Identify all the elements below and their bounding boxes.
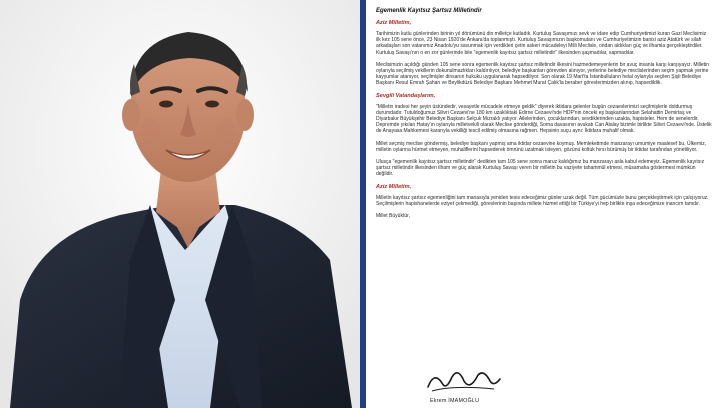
letter-title: Egemenlik Kayıtsız Şartsız Milletindir xyxy=(376,8,482,14)
paragraph-6: Milletin kayıtsız şartsız egemenliğini tam manasıyla yeniden tesis edeceğimiz günler uzak değil. Tüm gücümüzle bunu gerçekleştirmek için çalışıyoruz. Seçilmişlerin hapishanelerde eziyet çekmediği, görevlerinin başında millete hizmet ettiği bir Türkiye'yi hep birlikte inşa edeceğimize inancım tamdır. xyxy=(376,194,709,207)
portrait-photo xyxy=(0,0,362,408)
letter-body xyxy=(376,8,712,223)
letter-panel xyxy=(362,0,726,408)
accent-bar xyxy=(360,0,366,408)
portrait-illustration xyxy=(0,0,362,408)
paragraph-1: Tarihimizin kutlu günlerinden birinin yıl dönümünü din milletçe kutladık. Kurtuluş Savaşımızı sevk ve idare edip Cumhuriyetimizi kuran Gazi Meclisimiz ilk kez 105 sene önce, 23 Nisan 1920'de Ankara'da toplanmıştı. Kurtuluş Savaşımızın başkomutanı ve Cumhuriyetimizin banisi aziz Atatürk ve silah arkadaşları son vatanımız Anadolu'yu savunmak için verdikleri çetin askeri mücadeleyi Milli Meclisle, ondan aldıkları güç ve ilhamla gerçekleştirdiler. Kurtuluş Savaşı'nın o en zor günlerinde bile "egemenlik kayıtsız şartsız milletindir" ilkesinden şaşmadılar, sapmadılar. xyxy=(376,31,707,56)
signature-icon xyxy=(424,365,504,395)
signer-name: Ekrem İMAMOĞLU xyxy=(430,398,480,404)
greeting-3: Aziz Milletim, xyxy=(376,183,412,190)
greeting-1: Aziz Milletim, xyxy=(376,20,412,26)
paragraph-2: Meclisimizin açıldığı günden 105 sene sonra egemenlik kayıtsız şartsız milletindir ilkesini hazmedemeyenlerin bir avuç insanla karşı karşıyayız. Milletin oylarıyla seçilmiş vekillerin dokunulmazlıkları kaldırılıyor, belediye başkanları görevden alınıyor, yerlerine belediye meclislerinden seçim yapmak yerine kayyumlar atanıyor, seçilmişler dinsanın hukuku uygulanarak hapsediliyor. Son olarak 19 Mart'ta İstanbulluların helal oylarıyla seçilen Şişli Belediye Başkanı Resul Emrah Şahan ve Beylikdüzü Belediye Başkanı Mehmet Murat Çalık'la beraber görevlerimizden alınıp, hapsedildik. xyxy=(376,61,709,87)
greeting-2: Sevgili Vatandaşlarım, xyxy=(376,92,436,99)
paragraph-4: Millet seçmiş meclise göndermiş, belediye başkanı yapmış ama iktidar cezaevine koymuş. Memleketimde manzarayı umumiye maalesef bu. Ülkemiz, milletin oylarına hürmet etmeyen, muhaliflerini hapsederek ömrünü uzatmak isteyen, gözünü koltuk hırsı bürümüş bir iktidar tarafından yönetiliyor. xyxy=(376,140,707,153)
closing-line: Millet Büyüktür, xyxy=(376,213,410,220)
paragraph-3: "Milletin iradesi her şeyin üstündedir, vesayetle mücadele etmeye geldik" diyerek iktidara gelenler bugün cezaevlerimizi seçilmişlerle doldurmuş durumdadır. Tutuldoğumuz Silivri Cezaevi'ne 180 km uzaklıktaki Edirne Cezaevi'nde HDP'nin önceki eş başkanlarından Selahattin Demirtaş ve Diyarbakır Büyükşehir Belediye Başkanı Selçuk Mızraklı yatıyor. Ailelerinden, çocuklarından, sevdiklerinden uzakta, hapisteler. Hem de senelerdir. Depremde yıkılan Hatay'ın oylarıyla milletvekili olarak Meclise gönderdiği, Soma davasının avukatı Can Atalay bizimle birlikte Silivri Cezaevi'nde. Üstelik de Anayasa Mahkemesi kararıyla vekilliği tescil edilmiş olmasına rağmen. Hepsinin suçu aynı: İktidara muhalif olmak. xyxy=(376,103,712,135)
paragraph-5: Ulusça "egemenlik kayıtsız şartsız milletindir" dedikten tam 105 sene sonra maruz kaldığımız bu manzarayı asla kabul edemeyiz. Egemenlik kayıtsız şartsız milletindir ilkesinden ilham ve güç alarak Kurtuluş Savaşı veren bir milletin bu vaziyete tahammül etmesi, müsamaha göstermesi mümkün değildir. xyxy=(376,159,705,178)
